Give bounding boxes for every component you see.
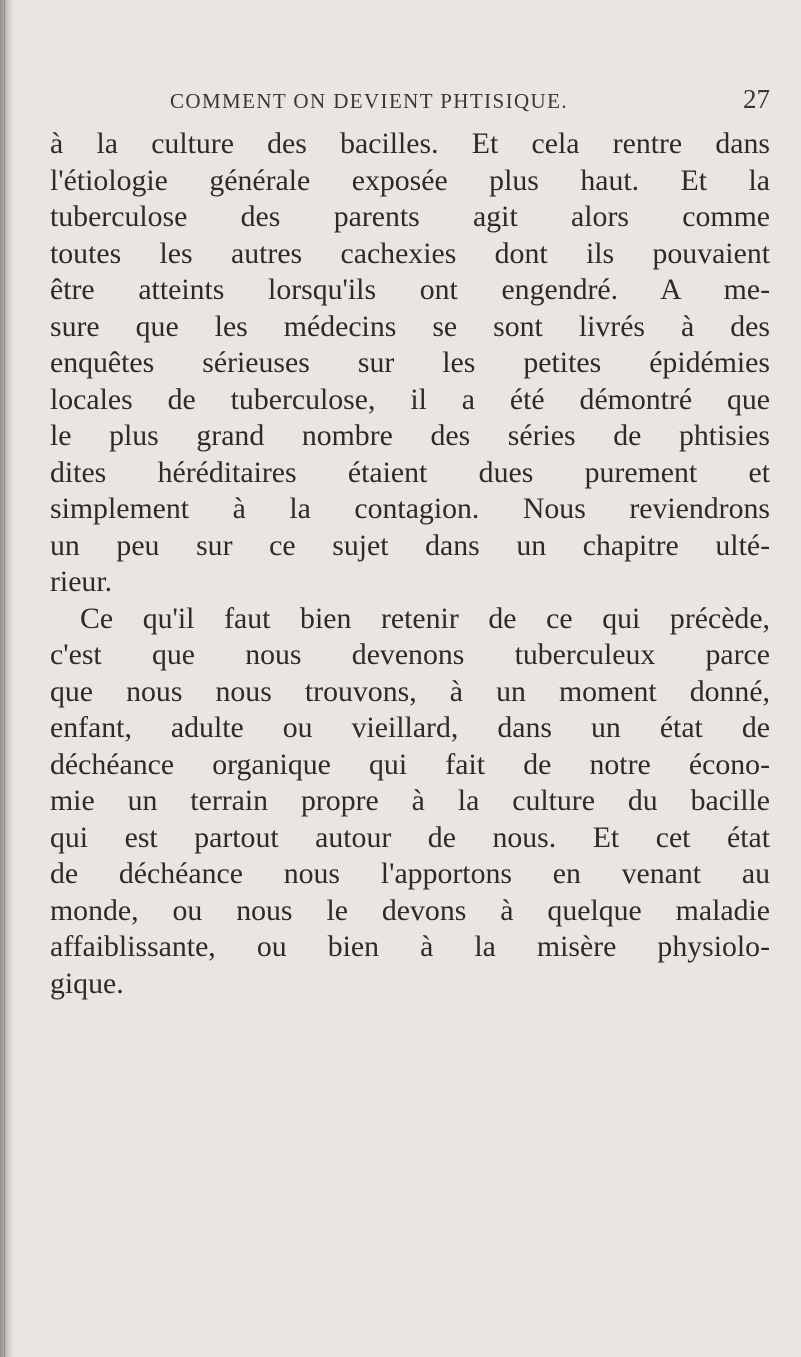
text-line: l'étiologie générale exposée plus haut. Et la [50, 163, 770, 197]
page-number: 27 [743, 84, 770, 114]
text-line: enfant, adulte ou vieillard, dans un état de [50, 711, 770, 744]
paragraph-2 [50, 601, 770, 1003]
text-line: être atteints lorsqu'ils ont engendré. A me- [50, 273, 770, 306]
running-title: COMMENT ON DEVIENT PHTISIQUE. [170, 89, 568, 113]
text-line: qui est partout autour de nous. Et cet état [50, 820, 770, 854]
text-line: c'est que nous devenons tuberculeux parce [50, 638, 770, 671]
text-line: sure que les médecins se sont livrés à des [50, 309, 770, 343]
text-line: Ce qu'il faut bien retenir de ce qui précède, [80, 601, 770, 635]
page-edge-line [4, 0, 5, 1357]
text-line: à la culture des bacilles. Et cela rentre dans [50, 127, 770, 160]
text-line: rieur. [50, 565, 113, 598]
text-line: déchéance organique qui fait de notre écono- [50, 747, 770, 781]
text-line: gique. [50, 966, 124, 1000]
text-line: locales de tuberculose, il a été démontré que [50, 382, 770, 416]
paragraph-1 [50, 126, 770, 601]
text-line: dites héréditaires étaient dues purement et [50, 455, 770, 489]
text-line: monde, ou nous le devons à quelque maladie [50, 893, 770, 927]
running-header [50, 86, 770, 126]
text-line: toutes les autres cachexies dont ils pouvaient [50, 236, 770, 270]
text-line: affaiblissante, ou bien à la misère physiolo- [50, 930, 770, 963]
text-line: de déchéance nous l'apportons en venant au [50, 857, 770, 890]
text-line: simplement à la contagion. Nous reviendrons [50, 492, 770, 525]
text-line: mie un terrain propre à la culture du bacille [50, 784, 770, 817]
page-gutter-shadow [0, 0, 14, 1357]
text-line: tuberculose des parents agit alors comme [50, 200, 770, 233]
text-line: que nous nous trouvons, à un moment donné, [50, 674, 770, 708]
text-line: enquêtes sérieuses sur les petites épidémies [50, 346, 770, 379]
text-line: le plus grand nombre des séries de phtisies [50, 419, 770, 452]
text-line: un peu sur ce sujet dans un chapitre ulté- [50, 528, 770, 562]
book-page [50, 86, 770, 1002]
